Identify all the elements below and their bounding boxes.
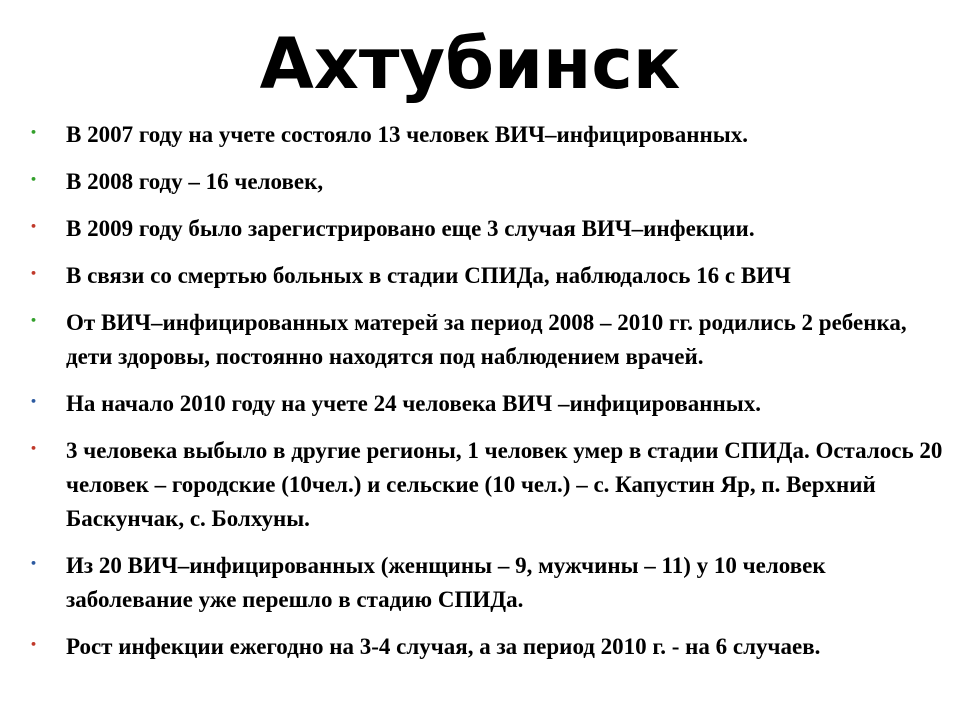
- bullet-list: [28, 118, 943, 677]
- bullet-marker-icon: •: [30, 220, 38, 233]
- bullet-item: [28, 118, 943, 152]
- bullet-text: В 2009 году было зарегистрировано еще 3 случая ВИЧ–инфекции.: [66, 216, 755, 241]
- bullet-text: Рост инфекции ежегодно на 3-4 случая, а за период 2010 г. - на 6 случаев.: [66, 634, 821, 659]
- bullet-text: На начало 2010 году на учете 24 человека ВИЧ –инфицированных.: [66, 391, 762, 416]
- bullet-item: [28, 306, 943, 374]
- bullet-text: В 2007 году на учете состояло 13 человек ВИЧ–инфицированных.: [66, 122, 748, 147]
- bullet-item: [28, 212, 943, 246]
- bullet-item: [28, 549, 943, 617]
- bullet-item: [28, 434, 943, 536]
- bullet-marker-icon: •: [30, 557, 38, 570]
- bullet-text: В связи со смертью больных в стадии СПИДа, наблюдалось 16 с ВИЧ: [66, 263, 791, 288]
- bullet-marker-icon: •: [30, 126, 38, 139]
- bullet-item: [28, 630, 943, 664]
- bullet-item: [28, 259, 943, 293]
- bullet-text: От ВИЧ–инфицированных матерей за период 2008 – 2010 гг. родились 2 ребенка, дети здоровы, постоянно находятся под наблюдением врачей.: [66, 310, 907, 369]
- bullet-marker-icon: •: [30, 314, 38, 327]
- bullet-marker-icon: •: [30, 173, 38, 186]
- bullet-text: Из 20 ВИЧ–инфицированных (женщины – 9, мужчины – 11) у 10 человек заболевание уже перешло в стадию СПИДа.: [66, 553, 826, 612]
- bullet-item: [28, 387, 943, 421]
- bullet-item: [28, 165, 943, 199]
- bullet-marker-icon: •: [30, 395, 38, 408]
- bullet-text: В 2008 году – 16 человек,: [66, 169, 324, 194]
- bullet-marker-icon: •: [30, 638, 38, 651]
- bullet-marker-icon: •: [30, 267, 38, 280]
- bullet-marker-icon: •: [30, 442, 38, 455]
- slide-title: Ахтубинск: [259, 23, 681, 105]
- bullet-text: 3 человека выбыло в другие регионы, 1 человек умер в стадии СПИДа. Осталось 20 человек – городские (10чел.) и сельские (10 чел.) – с. Капустин Яр, п. Верхний Баскунчак, с. Болхуны.: [66, 438, 943, 531]
